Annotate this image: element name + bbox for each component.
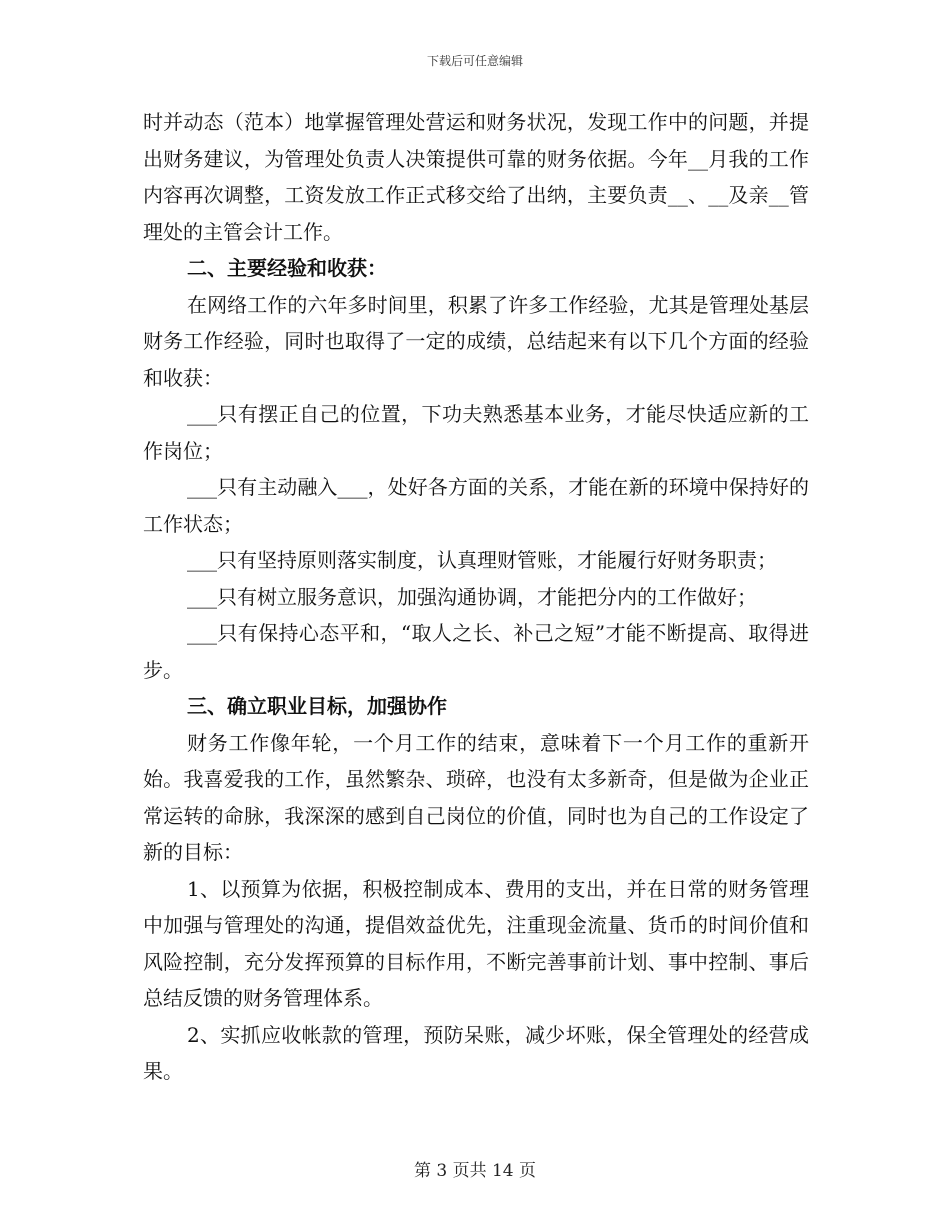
experience-item-2: ___只有主动融入___，处好各方面的关系，才能在新的环境中保持好的工作状态； bbox=[143, 475, 809, 536]
section-heading-2: 二、主要经验和收获： bbox=[187, 256, 387, 280]
experience-item-1: ___只有摆正自己的位置，下功夫熟悉基本业务，才能尽快适应新的工作岗位； bbox=[143, 402, 809, 463]
goal-item-1: 1、以预算为依据，积极控制成本、费用的支出，并在日常的财务管理中加强与管理处的沟通，提倡效益优先，注重现金流量、货币的时间价值和风险控制，充分发挥预算的目标作用，不断完善事前计划、事中控制、事后总结反馈的财务管理体系。 bbox=[143, 876, 809, 1010]
experience-item-3: ___只有坚持原则落实制度，认真理财管账，才能履行好财务职责； bbox=[187, 548, 777, 572]
page-header: 下载后可任意编辑 bbox=[426, 54, 523, 68]
experience-item-5: ___只有保持心态平和，“取人之长、补己之短”才能不断提高、取得进步。 bbox=[143, 621, 809, 682]
page-number: 第 3 页共 14 页 bbox=[413, 1161, 537, 1181]
paragraph-continuation: 时并动态（范本）地掌握管理处营运和财务状况，发现工作中的问题，并提出财务建议，为管理处负责人决策提供可靠的财务依据。今年__月我的工作内容再次调整，工资发放工作正式移交给了出纳，主要负责__、__及亲__管理处的主管会计工作。 bbox=[143, 110, 809, 244]
goal-item-2: 2、实抓应收帐款的管理，预防呆账，减少坏账，保全管理处的经营成果。 bbox=[143, 1022, 809, 1083]
paragraph-goals-intro: 财务工作像年轮，一个月工作的结束，意味着下一个月工作的重新开始。我喜爱我的工作，虽然繁杂、琐碎，也没有太多新奇，但是做为企业正常运转的命脉，我深深的感到自己岗位的价值，同时也为自己的工作设定了新的目标： bbox=[143, 730, 809, 864]
section-heading-3: 三、确立职业目标，加强协作 bbox=[187, 694, 447, 718]
document-body bbox=[143, 104, 809, 1090]
experience-item-4: ___只有树立服务意识，加强沟通协调，才能把分内的工作做好； bbox=[187, 584, 757, 609]
paragraph-experience-intro: 在网络工作的六年多时间里，积累了许多工作经验，尤其是管理处基层财务工作经验，同时也取得了一定的成绩，总结起来有以下几个方面的经验和收获： bbox=[143, 292, 809, 390]
